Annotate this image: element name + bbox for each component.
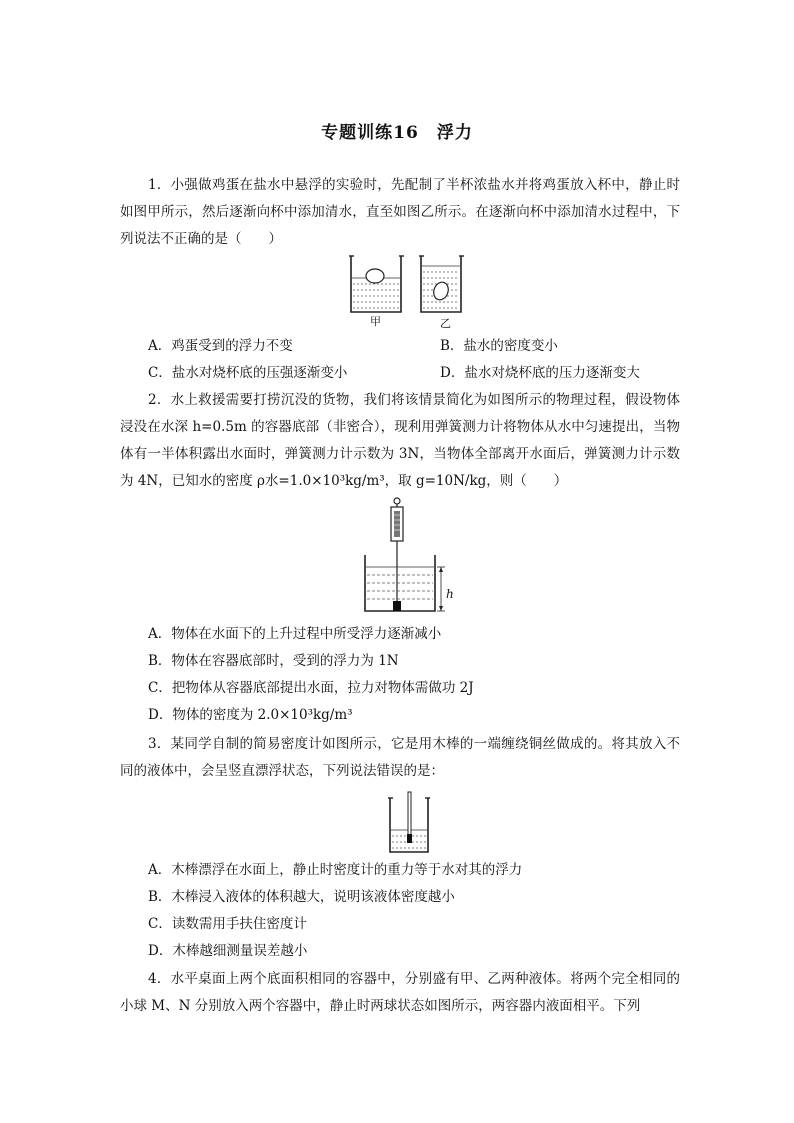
copper-wire (407, 834, 412, 843)
question-3-stem: 3．某同学自制的简易密度计如图所示，它是用木棒的一端缠绕铜丝做成的。将其放入不同的液体中，会呈竖直漂浮状态，下列说法错误的是： (120, 736, 680, 779)
question-2-option-d: D．物体的密度为 2.0×10³kg/m³ (148, 707, 353, 723)
question-2-option-a: A．物体在水面下的上升过程中所受浮力逐渐减小 (148, 626, 442, 642)
question-3-figure (384, 790, 434, 856)
question-1-option-d: D．盐水对烧杯底的压力逐渐变大 (440, 365, 640, 381)
figure-label-yi: 乙 (440, 317, 451, 330)
egg-yi (431, 280, 450, 302)
question-3-option-a: A．木棒漂浮在水面上，静止时密度计的重力等于水对其的浮力 (148, 862, 523, 878)
question-1-stem: 1．小强做鸡蛋在盐水中悬浮的实验时，先配制了半杯浓盐水并将鸡蛋放入杯中，静止时如图甲所示，然后逐渐向杯中添加清水，直至如图乙所示。在逐渐向杯中添加清水过程中，下列说法不正确的是（ ） (120, 177, 680, 247)
egg-jia (366, 269, 384, 283)
spring-scale (391, 498, 403, 601)
page-title: 专题训练16 浮力 (321, 123, 473, 143)
question-2-stem: 2．水上救援需要打捞沉没的货物，我们将该情景简化为如图所示的物理过程，假设物体浸没在水深 h=0.5m 的容器底部（非密合），现利用弹簧测力计将物体从水中匀速提出，当物体有一半体积露出水面时，弹簧测力计示数为 3N，当物体全部离开水面后，弹簧测力计示数为 4N，已知水的密度 ρ水=1.0×10³kg/m³，取 g=10N/kg，则（ ） (120, 392, 680, 489)
water-container (365, 555, 435, 611)
question-1-option-c: C．盐水对烧杯底的压强逐渐变小 (148, 365, 348, 381)
question-3-option-b: B．木棒浸入液体的体积越大，说明该液体密度越小 (148, 889, 455, 905)
question-1-option-b: B．盐水的密度变小 (440, 338, 558, 354)
question-1-option-a: A．鸡蛋受到的浮力不变 (148, 338, 293, 354)
submerged-object (393, 601, 401, 611)
beaker-yi (419, 256, 464, 312)
question-2-option-c: C．把物体从容器底部提出水面，拉力对物体需做功 2J (148, 680, 474, 696)
depth-marker (437, 567, 445, 611)
question-3-option-c: C．读数需用手扶住密度计 (148, 916, 307, 932)
beaker-hydrometer (388, 792, 430, 852)
question-4-stem: 4．水平桌面上两个底面积相同的容器中，分别盛有甲、乙两种液体。将两个完全相同的小球 M、N 分别放入两个容器中，静止时两球状态如图所示，两容器内液面相平。下列 (120, 971, 680, 1014)
figure-label-jia: 甲 (370, 315, 381, 328)
question-3-option-d: D．木棒越细测量误差越小 (148, 943, 308, 959)
beaker-jia (349, 256, 404, 312)
depth-label-h: h (446, 587, 454, 601)
question-2-option-b: B．物体在容器底部时，受到的浮力为 1N (148, 653, 399, 669)
